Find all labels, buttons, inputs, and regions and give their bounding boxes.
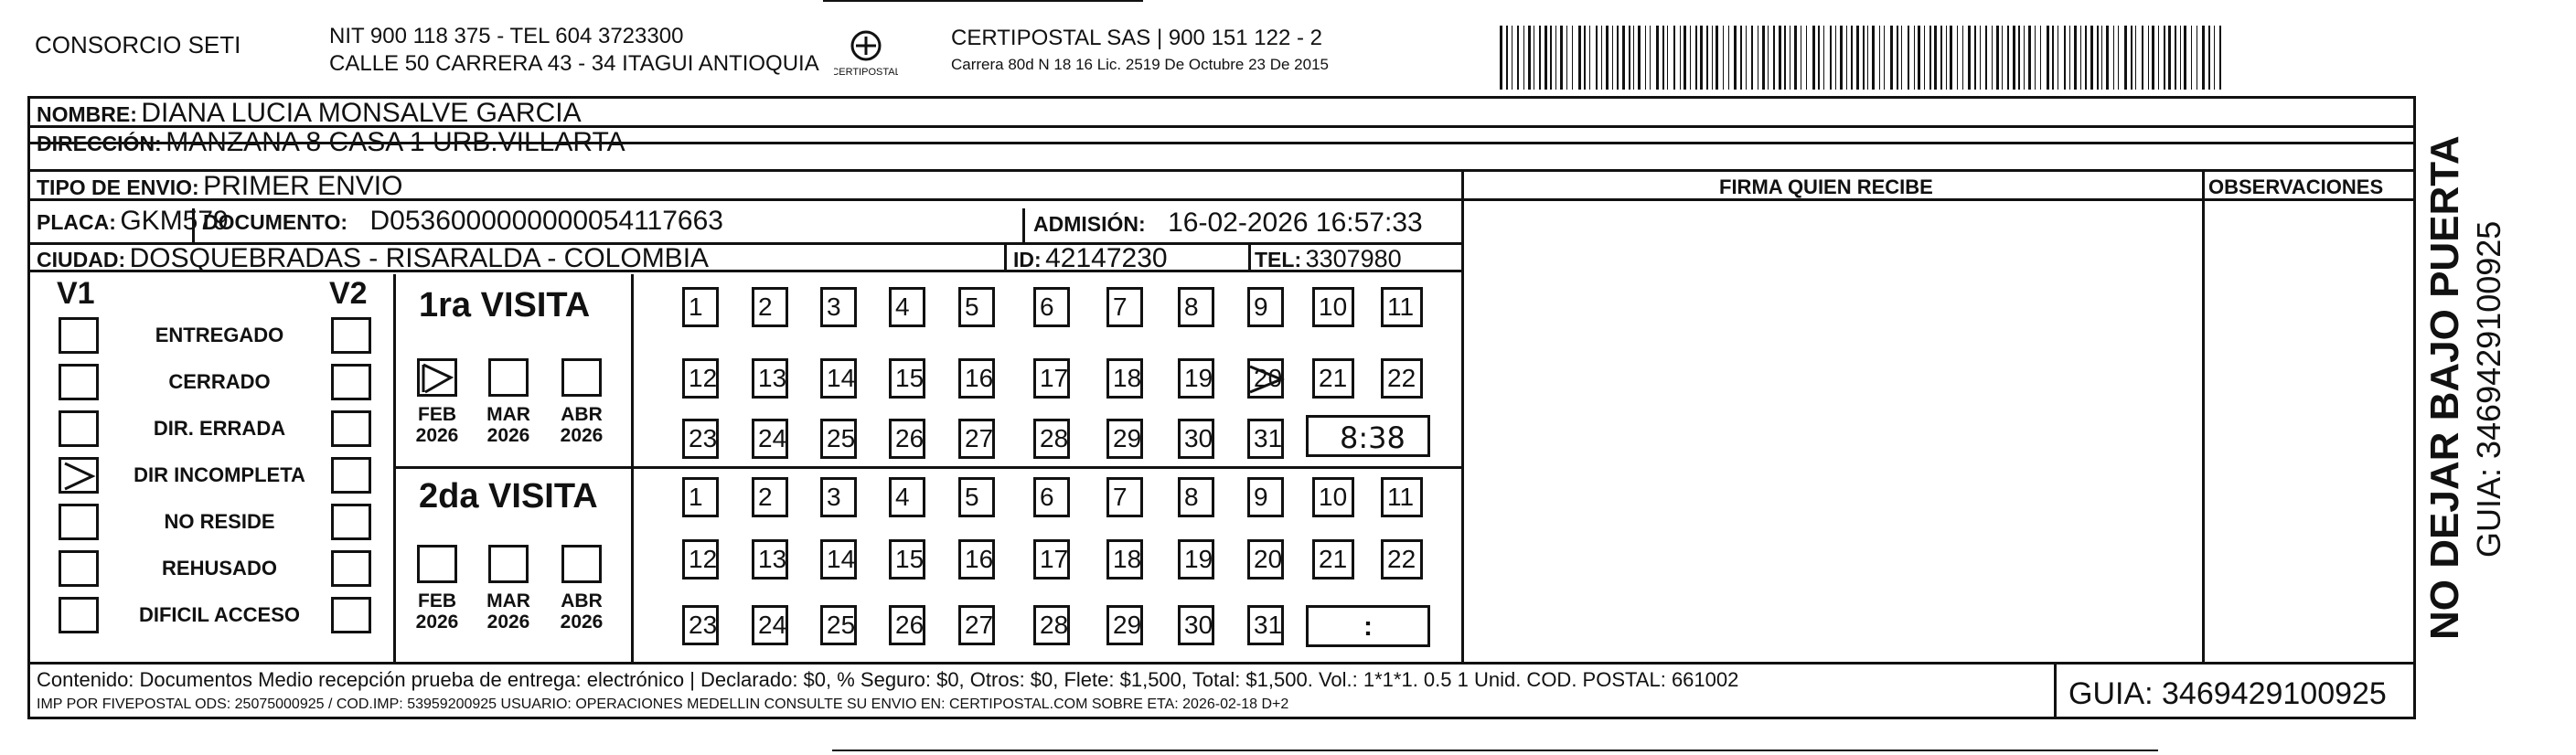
nit-tel: NIT 900 118 375 - TEL 604 3723300 <box>329 24 684 48</box>
day-number: 28 <box>1040 424 1069 452</box>
day-box[interactable] <box>1033 419 1070 459</box>
day-number: 16 <box>965 545 994 573</box>
day-number: 1 <box>689 483 703 511</box>
day-box[interactable] <box>1312 477 1354 517</box>
day-number: 15 <box>895 545 925 573</box>
day-number: 8 <box>1184 483 1199 511</box>
day-box[interactable] <box>889 539 925 580</box>
day-number: 20 <box>1254 545 1283 573</box>
day-box[interactable] <box>1106 477 1143 517</box>
firma-header: FIRMA QUIEN RECIBE <box>1719 175 1933 198</box>
day-check-mark <box>1248 361 1285 398</box>
direccion-value: MANZANA 8 CASA 1 URB.VILLARTA <box>166 127 625 157</box>
day-number: 7 <box>1113 292 1128 321</box>
day-number: 23 <box>689 611 718 639</box>
footer-imp: IMP POR FIVEPOSTAL ODS: 25075000925 / COD.IMP: 53959200925 USUARIO: OPERACIONES MEDELLIN CONSULTE SU ENVIO EN: CERTIPOSTAL.COM SOBRE ETA: 2026-02-18 D+2 <box>37 697 1289 712</box>
first-visit-title: 1ra VISITA <box>419 286 591 324</box>
documento-value: D0536000000000054117663 <box>369 206 723 236</box>
tipo-envio-row: TIPO DE ENVIO: PRIMER ENVIO <box>37 171 403 201</box>
day-number: 6 <box>1040 483 1054 511</box>
day-number: 19 <box>1184 364 1213 392</box>
day-number: 7 <box>1113 483 1128 511</box>
day-number: 13 <box>758 364 787 392</box>
day-number: 10 <box>1319 483 1348 511</box>
month-checkbox[interactable] <box>561 358 602 397</box>
v1-label: V1 <box>57 276 95 311</box>
day-box[interactable] <box>1247 605 1284 645</box>
day-box[interactable] <box>1381 358 1423 399</box>
day-number: 24 <box>758 611 787 639</box>
v1-checkbox[interactable] <box>59 457 99 494</box>
day-box[interactable] <box>1106 539 1143 580</box>
day-box[interactable] <box>889 358 925 399</box>
day-box[interactable] <box>682 605 719 645</box>
day-box[interactable] <box>1178 605 1214 645</box>
tel-value: 3307980 <box>1305 245 1402 272</box>
day-number: 26 <box>895 424 925 452</box>
top-scan-line <box>823 0 1143 2</box>
day-number: 29 <box>1113 611 1142 639</box>
day-box[interactable] <box>958 358 995 399</box>
certipostal-license: Carrera 80d N 18 16 Lic. 2519 De Octubre 23 De 2015 <box>951 56 1329 73</box>
ciudad-value: DOSQUEBRADAS - RISARALDA - COLOMBIA <box>129 243 710 273</box>
day-box[interactable] <box>958 419 995 459</box>
footer-contenido: Contenido: Documentos Medio recepción prueba de entrega: electrónico | Declarado: $0, % Seguro: $0, Otros: $0, Flete: $1,500, Total: $1,500. Vol.: 1*1*1. 0.5 1 Unid. COD. POSTAL: 661002 <box>37 668 1739 691</box>
day-number: 28 <box>1040 611 1069 639</box>
day-box[interactable] <box>1033 477 1070 517</box>
v2-checkbox[interactable] <box>331 597 371 633</box>
svg-text:CERTIPOSTAL: CERTIPOSTAL <box>834 67 898 78</box>
day-box[interactable] <box>682 287 719 327</box>
day-box[interactable] <box>1033 605 1070 645</box>
day-box[interactable] <box>820 419 857 459</box>
day-box[interactable] <box>958 477 995 517</box>
day-box[interactable] <box>1178 539 1214 580</box>
day-box[interactable] <box>1247 539 1284 580</box>
id-cell: ID: 42147230 <box>1013 243 1168 273</box>
day-number: 3 <box>827 292 841 321</box>
month-label: ABR 2026 <box>560 590 604 633</box>
nombre-value: DIANA LUCIA MONSALVE GARCIA <box>141 98 582 128</box>
day-number: 25 <box>827 611 856 639</box>
day-box[interactable] <box>1312 287 1354 327</box>
month-label: FEB 2026 <box>415 404 459 447</box>
day-number: 3 <box>827 483 841 511</box>
day-box[interactable] <box>1178 419 1214 459</box>
day-box[interactable] <box>1106 358 1143 399</box>
day-number: 4 <box>895 483 910 511</box>
tel-cell: TEL: 3307980 <box>1255 245 1402 272</box>
day-number: 24 <box>758 424 787 452</box>
day-box[interactable] <box>820 358 857 399</box>
day-number: 21 <box>1319 545 1348 573</box>
day-number: 17 <box>1040 364 1069 392</box>
month-label: MAR 2026 <box>486 404 530 447</box>
day-number: 30 <box>1184 424 1213 452</box>
day-box[interactable] <box>889 477 925 517</box>
day-number: 22 <box>1387 545 1416 573</box>
day-number: 5 <box>965 292 979 321</box>
nombre-row: NOMBRE: DIANA LUCIA MONSALVE GARCIA <box>37 98 582 128</box>
day-box[interactable] <box>1312 539 1354 580</box>
day-box[interactable] <box>820 477 857 517</box>
day-number: 20 <box>1254 364 1283 392</box>
day-box[interactable] <box>1247 477 1284 517</box>
day-number: 18 <box>1113 364 1142 392</box>
day-box[interactable] <box>1178 287 1214 327</box>
status-label: DIFICIL ACCESO <box>138 603 300 626</box>
day-box[interactable] <box>1247 358 1284 399</box>
placa-value: GKM579 <box>120 206 229 236</box>
day-number: 11 <box>1387 292 1415 321</box>
day-number: 9 <box>1254 292 1268 321</box>
month-checkbox[interactable] <box>488 545 529 583</box>
status-label: REHUSADO <box>162 557 277 580</box>
day-box[interactable] <box>1247 287 1284 327</box>
v2-checkbox[interactable] <box>331 410 371 447</box>
day-number: 10 <box>1319 292 1348 321</box>
day-number: 29 <box>1113 424 1142 452</box>
day-number: 12 <box>689 364 718 392</box>
day-number: 26 <box>895 611 925 639</box>
barcode <box>1500 26 2222 90</box>
second-visit-title: 2da VISITA <box>419 477 598 516</box>
bottom-scan-line <box>832 750 2158 751</box>
day-box[interactable] <box>820 539 857 580</box>
day-box[interactable] <box>1381 539 1423 580</box>
day-box[interactable] <box>1106 419 1143 459</box>
day-number: 14 <box>827 545 856 573</box>
v1-checkbox[interactable] <box>59 597 99 633</box>
first-visit-time: 8:38 <box>1340 420 1406 455</box>
day-number: 14 <box>827 364 856 392</box>
day-number: 30 <box>1184 611 1213 639</box>
day-number: 22 <box>1387 364 1416 392</box>
day-box[interactable] <box>752 605 788 645</box>
company-address: CALLE 50 CARRERA 43 - 34 ITAGUI ANTIOQUIA <box>329 51 819 76</box>
admision-cell: ADMISIÓN: 16-02-2026 16:57:33 <box>1033 207 1423 238</box>
placa-cell: PLACA: GKM579 <box>37 206 229 236</box>
no-dejar-bajo-puerta: NO DEJAR BAJO PUERTA <box>2422 135 2467 640</box>
day-box[interactable] <box>682 539 719 580</box>
day-number: 25 <box>827 424 856 452</box>
day-number: 27 <box>965 611 994 639</box>
status-label: ENTREGADO <box>155 324 284 346</box>
second-visit-time-box[interactable] <box>1306 605 1430 647</box>
day-box[interactable] <box>752 358 788 399</box>
day-number: 12 <box>689 545 718 573</box>
month-label: FEB 2026 <box>415 590 459 633</box>
day-box[interactable] <box>1381 287 1423 327</box>
direccion-row: DIRECCIÓN: MANZANA 8 CASA 1 URB.VILLARTA <box>37 127 625 157</box>
month-label: MAR 2026 <box>486 590 530 633</box>
v2-label: V2 <box>329 276 368 311</box>
day-box[interactable] <box>752 477 788 517</box>
day-number: 13 <box>758 545 787 573</box>
v2-checkbox[interactable] <box>331 550 371 587</box>
day-box[interactable] <box>682 477 719 517</box>
month-label: ABR 2026 <box>560 404 604 447</box>
day-number: 5 <box>965 483 979 511</box>
day-number: 31 <box>1254 424 1283 452</box>
day-number: 23 <box>689 424 718 452</box>
v1-checkbox[interactable] <box>59 410 99 447</box>
day-box[interactable] <box>752 419 788 459</box>
v1-checkbox[interactable] <box>59 317 99 354</box>
month-checkbox[interactable] <box>417 545 457 583</box>
day-box[interactable] <box>958 287 995 327</box>
v2-checkbox[interactable] <box>331 317 371 354</box>
day-number: 27 <box>965 424 994 452</box>
month-checkbox[interactable] <box>561 545 602 583</box>
admision-value: 16-02-2026 16:57:33 <box>1168 207 1423 238</box>
footer-guia: GUIA: 3469429100925 <box>2068 676 2387 711</box>
day-number: 18 <box>1113 545 1142 573</box>
day-number: 31 <box>1254 611 1283 639</box>
day-box[interactable] <box>682 419 719 459</box>
day-box[interactable] <box>889 419 925 459</box>
first-visit-time-box[interactable] <box>1306 415 1430 457</box>
day-box[interactable] <box>1033 358 1070 399</box>
day-box[interactable] <box>682 358 719 399</box>
day-number: 1 <box>689 292 703 321</box>
day-box[interactable] <box>1178 358 1214 399</box>
day-box[interactable] <box>1106 287 1143 327</box>
day-box[interactable] <box>820 287 857 327</box>
day-number: 2 <box>758 292 773 321</box>
ciudad-cell: CIUDAD: DOSQUEBRADAS - RISARALDA - COLOMBIA <box>37 243 710 273</box>
id-value: 42147230 <box>1045 243 1168 273</box>
v2-checkbox[interactable] <box>331 504 371 540</box>
month-checkbox[interactable] <box>488 358 529 397</box>
day-box[interactable] <box>889 605 925 645</box>
v1-checkbox[interactable] <box>59 550 99 587</box>
tipo-envio-value: PRIMER ENVIO <box>203 171 403 201</box>
v1-checkbox[interactable] <box>59 364 99 400</box>
v2-checkbox[interactable] <box>331 364 371 400</box>
status-label: DIR INCOMPLETA <box>134 463 305 486</box>
day-box[interactable] <box>1033 287 1070 327</box>
day-number: 9 <box>1254 483 1268 511</box>
day-box[interactable] <box>1178 477 1214 517</box>
day-number: 21 <box>1319 364 1348 392</box>
day-number: 8 <box>1184 292 1199 321</box>
month-checkbox[interactable] <box>417 358 457 397</box>
day-box[interactable] <box>1381 477 1423 517</box>
day-number: 16 <box>965 364 994 392</box>
v2-checkbox[interactable] <box>331 457 371 494</box>
company-name: CONSORCIO SETI <box>35 31 241 58</box>
day-number: 15 <box>895 364 925 392</box>
documento-cell: DOCUMENTO: D0536000000000054117663 <box>203 206 723 236</box>
day-box[interactable] <box>1106 605 1143 645</box>
second-visit-time: : <box>1363 611 1373 642</box>
day-number: 11 <box>1387 483 1415 511</box>
observaciones-header: OBSERVACIONES <box>2208 175 2384 198</box>
status-label: CERRADO <box>168 370 271 393</box>
v1-checkbox[interactable] <box>59 504 99 540</box>
day-number: 19 <box>1184 545 1213 573</box>
day-box[interactable] <box>889 287 925 327</box>
day-box[interactable] <box>752 287 788 327</box>
day-box[interactable] <box>752 539 788 580</box>
day-box[interactable] <box>1312 358 1354 399</box>
day-box[interactable] <box>1033 539 1070 580</box>
certipostal-logo <box>834 27 898 82</box>
status-label: DIR. ERRADA <box>153 417 286 440</box>
day-box[interactable] <box>820 605 857 645</box>
day-box[interactable] <box>958 539 995 580</box>
status-label: NO RESIDE <box>164 510 275 533</box>
day-number: 17 <box>1040 545 1069 573</box>
certipostal-nit: CERTIPOSTAL SAS | 900 151 122 - 2 <box>951 26 1322 50</box>
day-number: 2 <box>758 483 773 511</box>
day-box[interactable] <box>1247 419 1284 459</box>
day-number: 4 <box>895 292 910 321</box>
day-number: 6 <box>1040 292 1054 321</box>
side-guia: GUIA: 3469429100925 <box>2470 220 2507 558</box>
day-box[interactable] <box>958 605 995 645</box>
